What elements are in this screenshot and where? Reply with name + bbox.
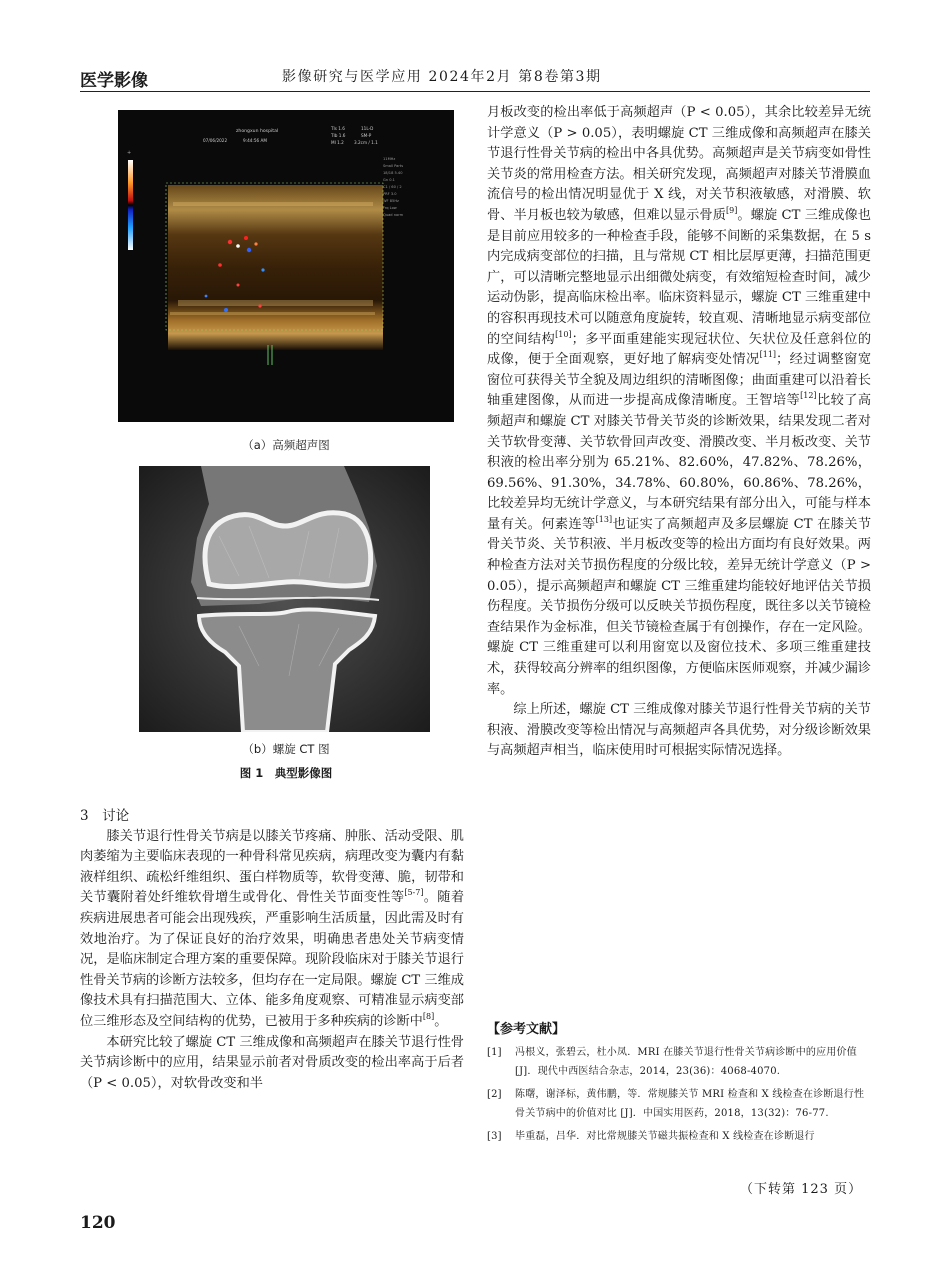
discussion-paragraph-continued: 月板改变的检出率低于高频超声（P < 0.05），其余比较差异无统计学意义（P > 0.05），表明螺旋 CT 三维成像和高频超声在膝关节退行性骨关节病的检出中各具优势。高频超声是关节病变如骨性关节炎的常用检查方法。相关研究发现，高频超声对膝关节滑膜血流信号的检出情况明显优于 X 线，对关节积液敏感，对滑膜、软骨、半月板也较为敏感，但难以显示骨质[9]。螺旋 CT 三维成像也是目前应用较多的一种检查手段，能够不间断的采集数据，在 5 s 内完成病变部位的扫描，且与常规 CT 相比层厚更薄，扫描范围更广，可以清晰完整地显示出细微处病变，有效缩短检查时间，减少运动伪影，提高临床检出率。临床资料显示，螺旋 CT 三维重建中的容积再现技术可以随意角度旋转，较直观、清晰地显示病变部位的空间结构[10]；多平面重建能实现冠状位、矢状位及任意斜位的成像，便于全面观察，更好地了解病变处情况[11]；经过调整窗宽窗位可获得关节全貌及周边组织的清晰图像；曲面重建可以沿着长轴重建图像，从而进一步提高成像清晰度。王智培等[12]比较了高频超声和螺旋 CT 对膝关节骨关节炎的诊断效果，结果发现二者对关节软骨变薄、关节软骨回声改变、滑膜改变、半月板改变、关节积液的检出率分别为 65.21%、82.60%，47.82%、78.26%，69.56%、91.30%，34.78%、60.80%，60.86%、78.26%，比较差异均无统计学意义，与本研究结果有部分出入，可能与样本量有关。何素连等[13]也证实了高频超声及多层螺旋 CT 在膝关节骨关节炎、关节积液、半月板改变等的检出方面均有良好效果。两种检查方法对关节损伤程度的分级比较，差异无统计学意义（P > 0.05），提示高频超声和螺旋 CT 三维重建均能较好地评估关节损伤程度。关节损伤分级可以反映关节损伤程度，既往多以关节镜检查结果作为金标准，但关节镜检查属于有创操作，存在一定风险。螺旋 CT 三维重建可以利用窗宽以及窗位技术、多项三维重建技术，获得较高分辨率的组织图像，方便临床医师观察，并减少漏诊率。: [487, 105, 872, 697]
svg-text:11MHz: 11MHz: [383, 157, 396, 161]
svg-text:Gn 0.1: Gn 0.1: [383, 178, 395, 182]
svg-text:+: +: [127, 150, 132, 156]
discussion-paragraph-1: 膝关节退行性骨关节病是以膝关节疼痛、肿胀、活动受限、肌肉萎缩为主要临床表现的一种骨科常见疾病，病理改变为囊内有黏液样组织、疏松纤维组织、蛋白样物质等，软骨变薄、脆，韧带和关节囊附着处纤维软骨增生或骨化、骨性关节面变性等[5-7]。随着疾病进展患者可能会出现残疾，严重影响生活质量，因此需及时有效地治疗。为了保证良好的治疗效果，明确患者患处关节病变情况，是临床制定合理方案的重要保障。现阶段临床对于膝关节退行性骨关节病的诊断方法较多，但均存在一定局限。螺旋 CT 三维成像技术具有扫描范围大、立体、能多角度观察、可精准显示病变部位三维形态及空间结构的优势，已被用于多种疾病的诊断中[8]。: [80, 828, 465, 1029]
overlay-param: TIb 1.6: [331, 133, 346, 138]
overlay-time: 9:44:56 AM: [243, 138, 267, 143]
reference-item: [1] 冯根义，张碧云，杜小凤．MRI 在膝关节退行性骨关节病诊断中的应用价值 [J]．现代中西医结合杂志，2014，23(36)：4068-4070.: [487, 1047, 857, 1077]
reference-item: [2] 陈曙，谢泽标，黄伟鹏，等．常规膝关节 MRI 检查和 X 线检查在诊断退行性骨关节病中的价值对比 [J]．中国实用医药，2018，13(32)：76-77.: [487, 1089, 865, 1119]
svg-text:Frq Low: Frq Low: [383, 206, 397, 210]
ct-image: [139, 466, 430, 732]
citation-ref: [13]: [595, 514, 613, 524]
citation-ref: [10]: [555, 329, 572, 339]
citation-ref: [12]: [800, 391, 817, 401]
overlay-param: SM-P: [361, 133, 372, 138]
svg-text:C1 / 60 / 2: C1 / 60 / 2: [383, 185, 402, 189]
overlay-param: MI 1.2: [331, 140, 344, 145]
discussion-paragraph-2: 本研究比较了螺旋 CT 三维成像和高频超声在膝关节退行性骨关节病诊断中的应用，结果显示前者对骨质改变的检出率高于后者（P < 0.05），对软骨改变和半: [80, 1034, 464, 1091]
svg-text:18/18 5.40: 18/18 5.40: [383, 171, 403, 175]
svg-text:PRF 3.0: PRF 3.0: [383, 192, 397, 196]
figure-b-caption: （b）螺旋 CT 图: [242, 742, 330, 756]
overlay-hospital: zhongxun hospital: [236, 129, 279, 134]
citation-ref: [11]: [759, 350, 777, 360]
citation-ref: [8]: [422, 1011, 435, 1021]
citation-ref: [9]: [725, 205, 738, 215]
citation-ref: [5-7]: [404, 888, 424, 898]
reference-item: [3] 毕重磊，吕华．对比常规膝关节磁共振检查和 X 线检查在诊断退行: [487, 1131, 815, 1142]
journal-issue-info: 影像研究与医学应用 2024年2月 第8卷第3期: [282, 69, 602, 85]
svg-text:WF 85Hz: WF 85Hz: [383, 199, 399, 203]
section-heading: 3 讨论: [80, 808, 130, 824]
right-column: [487, 103, 871, 762]
figure-title: 图 1 典型影像图: [239, 766, 333, 780]
svg-text:Small Parts: Small Parts: [383, 164, 404, 168]
overlay-date: 07/06/2022: [203, 138, 228, 143]
left-column: [80, 806, 464, 1094]
page-number: 120: [80, 1213, 116, 1233]
svg-text:Quad norm: Quad norm: [383, 213, 404, 217]
ultrasound-image: [118, 110, 454, 422]
overlay-param: 3.2cm / 1.1: [354, 140, 378, 145]
header-rule: [80, 91, 870, 92]
overlay-param: 11L-D: [361, 126, 374, 131]
continued-note: （下转第 123 页）: [740, 1182, 863, 1197]
overlay-param: TIs 1.6: [331, 126, 345, 131]
figure-a-caption: （a）高频超声图: [242, 438, 330, 452]
references-section: [487, 1018, 871, 1150]
references-title: 【参考文献】: [487, 1022, 566, 1037]
conclusion-paragraph: 综上所述，螺旋 CT 三维成像对膝关节退行性骨关节病的关节积液、滑膜改变等检出情况与高频超声各具优势，对分级诊断效果与高频超声相当，临床使用时可根据实际情况选择。: [487, 702, 871, 759]
journal-section-title: 医学影像: [80, 71, 148, 91]
